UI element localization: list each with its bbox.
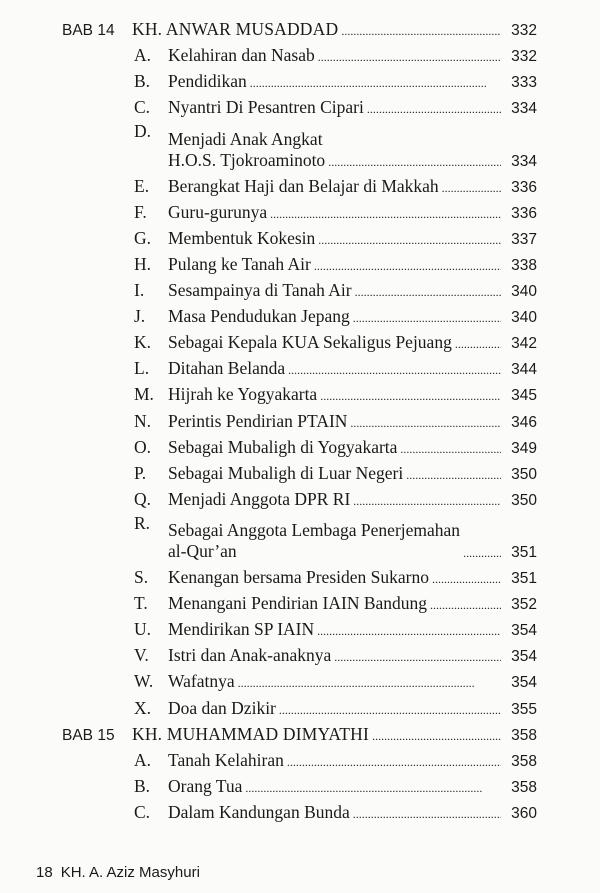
dot-leader [287,756,501,768]
entry-body [168,202,537,223]
entry-body [168,306,537,327]
entry-letter: D. [134,121,152,142]
dot-leader [320,390,501,402]
toc-entry [0,92,600,118]
page-number: 354 [511,674,537,692]
entry-body [168,776,537,797]
entry-title-wrap [168,228,315,249]
entry-title: Nyantri Di Pesantren Cipari [168,97,364,118]
entry-letter: C. [134,801,151,822]
entry-body [168,619,537,640]
dot-leader [455,338,501,350]
page-number: 360 [511,804,537,822]
entry-title: Sebagai Mubaligh di Yogyakarta [168,436,398,457]
entry-title: Tanah Kelahiran [168,749,284,770]
entry-letter: C. [134,97,151,118]
chapter-row [0,719,600,745]
entry-letter: P. [134,462,147,483]
page-number: 336 [511,178,537,196]
entry-title: Sebagai Kepala KUA Sekaligus Pejuang [168,332,452,353]
page-number: 351 [511,570,537,588]
dot-leader [350,417,501,429]
entry-title-line2: al-Qur’an [168,540,237,561]
page-number: 350 [511,465,537,483]
page-footer [36,864,208,881]
entry-letter: R. [134,512,151,533]
toc-entry [0,484,600,510]
entry-title-wrap [168,411,347,432]
entry-letter: K. [134,332,152,353]
entry-title: Pendidikan [168,71,247,92]
entry-body [168,411,537,432]
page-number: 336 [511,204,537,222]
entry-title-wrap [168,280,352,301]
entry-title: Masa Pendudukan Jepang [168,306,350,327]
dot-leader [250,77,501,89]
entry-title-wrap [168,306,350,327]
entry-letter: L. [134,358,150,379]
page-number: 354 [511,622,537,640]
entry-title: Orang Tua [168,775,243,796]
entry-body [168,698,537,719]
dot-leader [318,51,501,63]
page-number: 337 [511,230,537,248]
entry-title: Menjadi Anak Angkat [168,128,323,149]
entry-letter: I. [134,280,145,301]
toc-entry [0,432,600,458]
page-number: 332 [511,48,537,66]
toc-entry [0,171,600,197]
toc-entry [0,249,600,275]
entry-title: Berangkat Haji dan Belajar di Makkah [168,175,439,196]
entry-body [168,97,537,118]
entry-letter: M. [134,384,154,405]
dot-leader [432,573,501,585]
dot-leader [288,364,501,376]
entry-letter: G. [134,227,152,248]
entry-letter: Q. [134,488,152,509]
dot-leader [318,234,501,246]
entry-letter: W. [134,671,154,692]
page-number: 358 [511,778,537,796]
page-number: 340 [511,309,537,327]
entry-body [168,358,537,379]
toc-entry [0,510,600,562]
page-number: 355 [511,700,537,718]
dot-leader [314,260,501,272]
dot-leader [270,208,501,220]
entry-body [168,437,537,458]
page-number: 354 [511,648,537,666]
toc-entry [0,327,600,353]
entry-title: Menangani Pendirian IAIN Bandung [168,593,428,614]
chapter-title: KH. ANWAR MUSADDAD [132,19,339,40]
dot-leader [372,730,501,742]
entry-title-wrap [168,45,315,66]
entry-letter: V. [134,645,149,666]
page-number: 352 [511,596,537,614]
entry-letter: O. [134,436,152,457]
dot-leader [334,651,501,663]
dot-leader [355,286,501,298]
entry-body [132,19,537,40]
entry-title: Hijrah ke Yogyakarta [168,384,318,405]
toc-entry [0,197,600,223]
toc-entry [0,614,600,640]
dot-leader [442,182,501,194]
entry-body [168,593,537,614]
entry-title-wrap [168,176,439,197]
page-number: 345 [511,387,537,405]
dot-leader [245,782,501,794]
toc-entry [0,405,600,431]
entry-body [168,645,537,666]
entry-title: Perintis Pendirian PTAIN [168,410,348,431]
chapter-label: BAB 14 [62,22,115,40]
entry-title-wrap [168,202,267,223]
entry-letter: E. [134,175,150,196]
entry-body [168,567,537,588]
entry-title: Guru-gurunya [168,201,268,222]
entry-letter: X. [134,697,152,718]
chapter-label: BAB 15 [62,726,115,744]
toc-entry [0,223,600,249]
toc-entry [0,301,600,327]
entry-body [168,750,537,771]
entry-title: Pulang ke Tanah Air [168,253,311,274]
entry-title: Istri dan Anak-anaknya [168,645,332,666]
toc-entry [0,745,600,771]
page-number: 358 [511,752,537,770]
entry-title-wrap [168,332,452,353]
entry-title-wrap [168,619,314,640]
entry-body [168,463,537,484]
entry-title: Sebagai Anggota Lembaga Penerjemahan [168,519,461,540]
entry-title: Kelahiran dan Nasab [168,45,315,66]
entry-title-line2: H.O.S. Tjokroaminoto [168,149,326,170]
entry-body [168,384,537,405]
entry-body [168,671,537,692]
toc-entry [0,562,600,588]
toc-entry [0,458,600,484]
entry-title-wrap [168,567,429,588]
dot-leader [341,25,501,37]
entry-title-wrap [168,97,364,118]
entry-letter: N. [134,410,152,431]
dot-leader [238,677,501,689]
toc-entry [0,771,600,797]
dot-leader [406,469,501,481]
dot-leader [317,625,501,637]
page-number: 342 [511,335,537,353]
toc-entry [0,588,600,614]
entry-title-wrap [168,645,331,666]
entry-title-wrap [168,520,460,562]
entry-title-wrap [168,671,235,692]
chapter-row [0,14,600,40]
toc-entry [0,379,600,405]
toc-entry [0,66,600,92]
entry-title-wrap [168,463,403,484]
dot-leader [279,704,501,716]
dot-leader [463,547,501,559]
entry-title: Dalam Kandungan Bunda [168,801,350,822]
entry-body [168,45,537,66]
dot-leader [328,156,501,168]
page-number: 334 [511,100,537,118]
entry-body [168,510,537,562]
entry-title: Doa dan Dzikir [168,697,276,718]
entry-letter: B. [134,775,151,796]
dot-leader [353,808,501,820]
entry-title-wrap [168,593,427,614]
entry-title-wrap [168,750,284,771]
entry-title: Ditahan Belanda [168,358,286,379]
page-number: 340 [511,283,537,301]
entry-title: Menjadi Anggota DPR RI [168,488,351,509]
entry-title-wrap [168,129,325,171]
entry-title-wrap [168,71,247,92]
entry-title: Sesampainya di Tanah Air [168,280,352,301]
entry-title: Kenangan bersama Presiden Sukarno [168,567,429,588]
entry-body [168,802,537,823]
page-number: 350 [511,491,537,509]
entry-title-wrap [168,437,397,458]
toc-entry [0,666,600,692]
entry-body [168,118,537,170]
entry-letter: F. [134,201,147,222]
entry-title-wrap [168,384,317,405]
page-number: 338 [511,256,537,274]
toc-entry [0,797,600,823]
entry-body [168,254,537,275]
dot-leader [367,103,501,115]
entry-letter: T. [134,593,148,614]
entry-body [168,228,537,249]
entry-letter: U. [134,619,152,640]
entry-title-wrap [168,254,311,275]
entry-body [168,176,537,197]
entry-title-wrap [168,358,285,379]
dot-leader [353,312,501,324]
page-number: 344 [511,361,537,379]
dot-leader [353,495,501,507]
table-of-contents [0,14,600,823]
entry-title-wrap [168,776,242,797]
entry-letter: B. [134,71,151,92]
page-number: 349 [511,439,537,457]
toc-entry [0,118,600,170]
page-number: 333 [511,74,537,92]
entry-title-wrap [168,802,350,823]
entry-letter: A. [134,749,152,770]
toc-entry [0,640,600,666]
dot-leader [430,599,501,611]
footer-page-number: 18 [36,864,53,881]
entry-title-wrap [168,489,350,510]
page-number: 332 [511,22,537,40]
dot-leader [400,443,501,455]
page-number: 334 [511,152,537,170]
entry-body [168,332,537,353]
page-number: 346 [511,413,537,431]
entry-title: Sebagai Mubaligh di Luar Negeri [168,462,404,483]
page-number: 358 [511,726,537,744]
entry-body [168,280,537,301]
entry-title-wrap [168,698,276,719]
entry-body [132,724,537,745]
entry-letter: S. [134,567,149,588]
toc-entry [0,275,600,301]
entry-letter: H. [134,253,152,274]
chapter-title: KH. MUHAMMAD DIMYATHI [132,723,370,744]
entry-body [168,489,537,510]
footer-author: KH. A. Aziz Masyhuri [60,864,200,881]
entry-title: Mendirikan SP IAIN [168,619,315,640]
entry-body [168,71,537,92]
page-number: 351 [511,543,537,561]
entry-title: Membentuk Kokesin [168,227,316,248]
toc-entry [0,353,600,379]
entry-letter: J. [134,306,146,327]
entry-letter: A. [134,45,152,66]
entry-title: Wafatnya [168,671,235,692]
toc-entry [0,692,600,718]
toc-entry [0,40,600,66]
